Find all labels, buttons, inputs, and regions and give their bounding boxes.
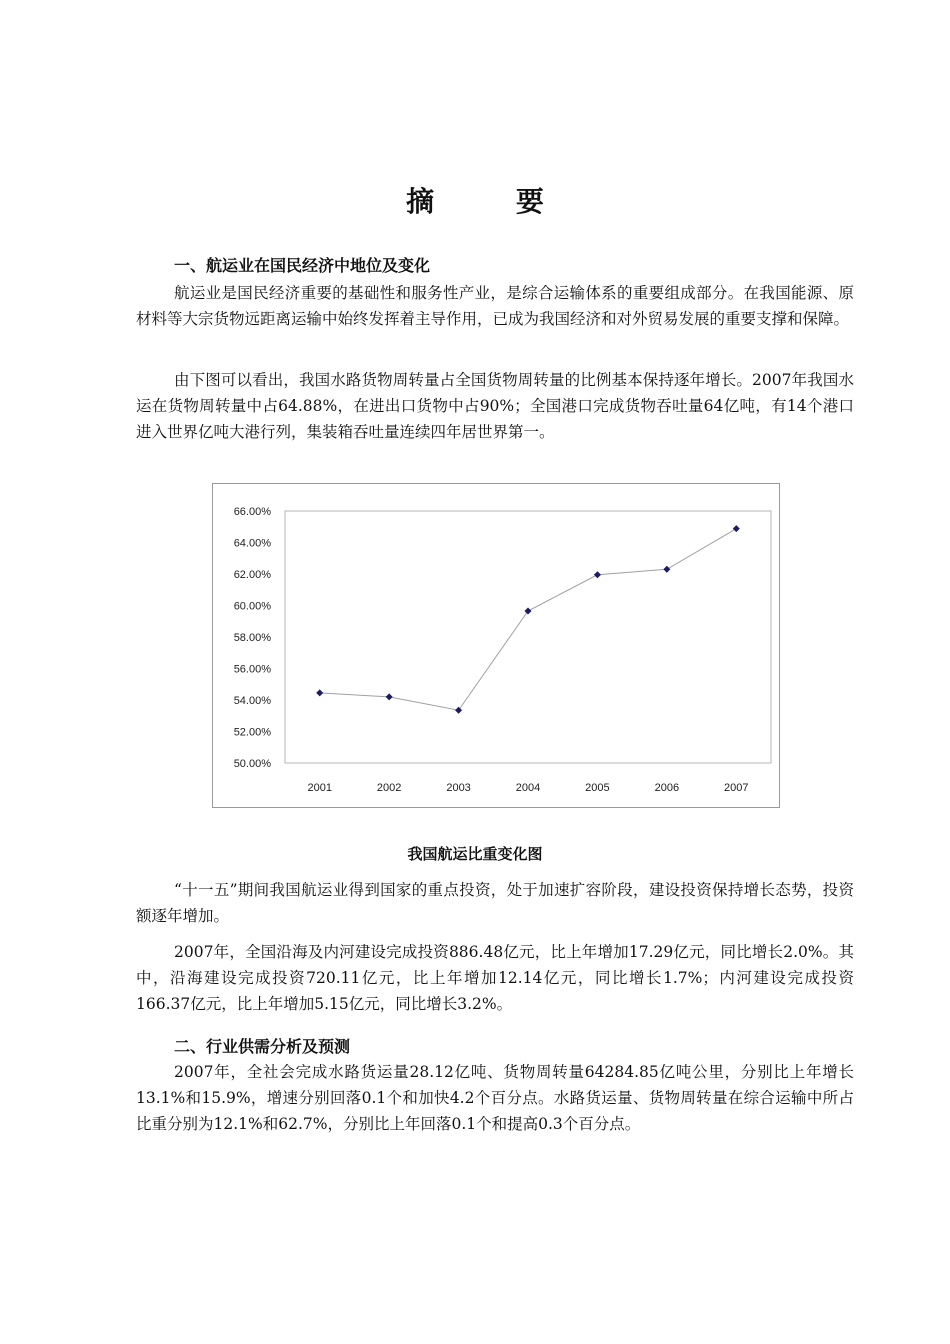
x-tick-label: 2006 bbox=[654, 782, 680, 794]
x-tick-label: 2003 bbox=[446, 782, 471, 794]
x-tick-label: 2007 bbox=[724, 782, 749, 794]
section1-paragraph-4: 2007年，全国沿海及内河建设完成投资886.48亿元，比上年增加17.29亿元，同比增长2.0%。其中，沿海建设完成投资720.11亿元，比上年增加12.14亿元，同比增长1.7%；内河建设完成投资166.37亿元，比上年增加5.15亿元，同比增长3.2%。 bbox=[136, 943, 854, 1013]
y-tick-label: 58.00% bbox=[233, 632, 271, 644]
x-tick-label: 2001 bbox=[307, 782, 332, 794]
chart-caption: 我国航运比重变化图 bbox=[407, 845, 543, 863]
y-tick-label: 66.00% bbox=[233, 506, 271, 518]
series-line bbox=[320, 529, 737, 711]
section1-paragraph-3: “十一五”期间我国航运业得到国家的重点投资，处于加速扩容阶段，建设投资保持增长态势，投资额逐年增加。 bbox=[136, 881, 854, 925]
plot-area bbox=[285, 511, 771, 763]
y-tick-label: 64.00% bbox=[233, 537, 271, 550]
section1-paragraph-1: 航运业是国民经济重要的基础性和服务性产业，是综合运输体系的重要组成部分。在我国能源、原材料等大宗货物远距离运输中始终发挥着主导作用，已成为我国经济和对外贸易发展的重要支撑和保障。 bbox=[136, 284, 854, 328]
section2-heading: 二、行业供需分析及预测 bbox=[174, 1037, 351, 1056]
y-tick-label: 60.00% bbox=[233, 600, 271, 613]
y-tick-label: 62.00% bbox=[233, 569, 271, 581]
y-tick-label: 56.00% bbox=[233, 663, 271, 676]
x-tick-label: 2002 bbox=[376, 782, 402, 794]
section1-heading: 一、航运业在国民经济中地位及变化 bbox=[174, 256, 431, 275]
data-point bbox=[316, 689, 323, 696]
line-chart bbox=[213, 484, 779, 807]
chart-frame bbox=[212, 483, 780, 808]
data-point bbox=[733, 525, 740, 532]
y-tick-label: 50.00% bbox=[233, 758, 271, 770]
section2-paragraph-1: 2007年，全社会完成水路货运量28.12亿吨、货物周转量64284.85亿吨公里，分别比上年增长13.1%和15.9%，增速分别回落0.1个和加快4.2个百分点。水路货运量、货物周转量在综合运输中所占比重分别为12.1%和62.7%，分别比上年回落0.1个和提高0.3个百分点。 bbox=[136, 1063, 854, 1133]
x-tick-label: 2005 bbox=[585, 782, 610, 794]
data-point bbox=[386, 693, 393, 700]
y-tick-label: 52.00% bbox=[233, 726, 271, 739]
x-tick-label: 2004 bbox=[515, 782, 541, 794]
data-point bbox=[525, 608, 532, 615]
data-point bbox=[455, 707, 462, 714]
section1-paragraph-2: 由下图可以看出，我国水路货物周转量占全国货物周转量的比例基本保持逐年增长。2007年我国水运在货物周转量中占64.88%，在进出口货物中占90%；全国港口完成货物吞吐量64亿吨，有14个港口进入世界亿吨大港行列，集装箱吞吐量连续四年居世界第一。 bbox=[136, 371, 854, 441]
y-tick-label: 54.00% bbox=[233, 695, 271, 707]
data-point bbox=[594, 571, 601, 578]
page-title: 摘 要 bbox=[406, 185, 580, 218]
data-point bbox=[663, 566, 670, 573]
